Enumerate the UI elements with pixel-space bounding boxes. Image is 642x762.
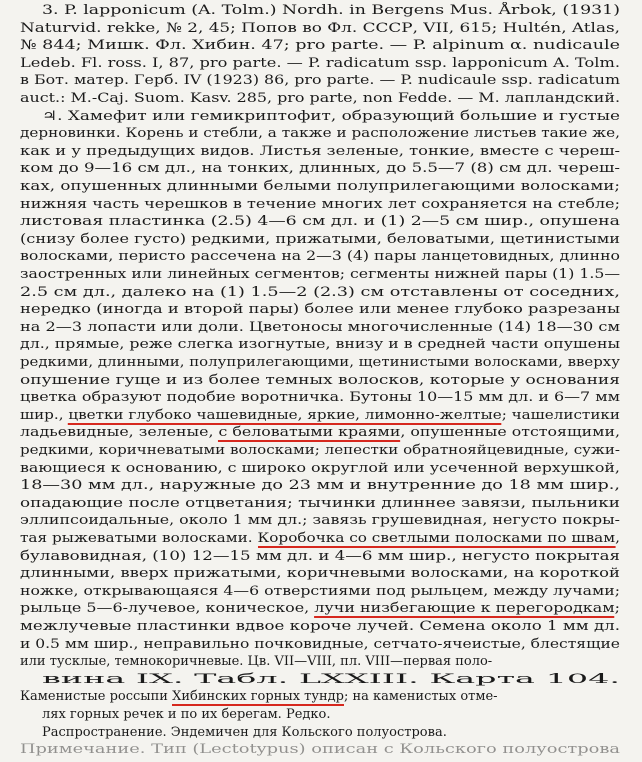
line-content: [20, 442, 620, 460]
text-segment: ,: [615, 531, 620, 546]
text-segment: , опушенные отстоящими,: [400, 425, 621, 441]
line-content: [20, 160, 620, 178]
text-segment: заостренных или линейных сегментов; сегменты нижней пары (1) 1.5—: [20, 267, 621, 282]
text-segment: дерновинки. Корень и стебли, а также и расположение листьев такие же,: [20, 126, 620, 142]
line-content: [20, 565, 620, 583]
highlighted-phrase: Коробочка со светлыми полосками по швам: [257, 531, 616, 546]
text-segment: или тусклые, темнокоричневые. Цв. VII—VIII, пл. VIII—первая поло-: [20, 654, 493, 670]
line-content: [20, 372, 620, 390]
text-segment: вающиеся к основанию, с широко округлой или усеченной верхушкой,: [20, 460, 620, 476]
line-content: [20, 55, 620, 73]
text-segment: в Бот. матер. Герб. IV (1923) 86, pro parte. — P. nudicaule ssp. radicatum: [20, 73, 621, 89]
line-content: [20, 495, 620, 513]
line-content: [42, 706, 330, 724]
text-segment: на 2—3 лопасти или доли. Цветоносы многочисленные (14) 18—30 см: [20, 319, 620, 335]
text-segment: № 844; Мишк. Фл. Хибин. 47; pro parte. — P. alpinum α. nudicaule: [20, 38, 621, 54]
text-segment: ; на каменистых отме-: [344, 689, 498, 705]
line-content: [20, 600, 620, 618]
text-segment: тая рыжеватыми волосками.: [20, 531, 258, 546]
line-content: [20, 319, 620, 337]
text-segment: ; чашелистики: [501, 407, 620, 423]
text-segment: шир.,: [20, 407, 69, 423]
text-segment: (снизу более густо) редкими, прижатыми, беловатыми, щетинистыми: [20, 231, 621, 247]
text-segment: auct.: M.-Caj. Suom. Kasv. 285, pro parte, non Fedde. — М. лапландский.: [20, 91, 621, 106]
line-content: [20, 583, 620, 601]
text-segment: дл., прямые, реже слегка изогнутые, внизу и в средней части опушены: [20, 337, 621, 353]
text-segment: опушение гуще и из более темных волосков, которые у основания: [20, 372, 620, 388]
text-segment: рыльце 5—6-лучевое, коническое,: [20, 601, 315, 617]
line-content: [20, 354, 620, 372]
line-content: [20, 512, 620, 530]
text-segment: ♃. Хамефит или гемикриптофит, образующий большие и густые: [42, 108, 621, 124]
line-content: [20, 653, 492, 671]
line-content: [20, 213, 620, 231]
line-content: [42, 2, 620, 20]
line-content: [20, 424, 620, 442]
text-segment: эллипсоидальные, около 1 мм дл.; завязь грушевидная, негусто покры-: [20, 513, 621, 529]
line-content: [20, 741, 620, 759]
line-content: [20, 530, 620, 548]
line-content: [20, 618, 620, 636]
line-content: [20, 90, 620, 108]
line-content: [20, 72, 620, 90]
text-segment: ком до 9—16 см дл., на тонких, длинных, до 5.5—7 (8) см дл. череш-: [20, 161, 621, 177]
text-segment: цветка образуют подобие воротничка. Бутоны 10—15 мм дл. и 6—7 мм: [20, 390, 620, 406]
highlighted-phrase: лучи низбегающие к перегородкам: [314, 601, 615, 617]
text-segment: 18—30 мм дл., наружные до 23 мм и внутренние до 18 мм шир.,: [20, 478, 621, 494]
text-segment: ножке, открывающаяся 4—6 отверстиями под рыльцем, между лучами;: [20, 583, 620, 599]
text-segment: лях горных речек и по их берегам. Редко.: [42, 707, 331, 722]
highlighted-phrase: цветки глубоко чашевидные, яркие, лимонно-желтые: [68, 407, 502, 423]
line-content: [20, 477, 620, 495]
line-content: [42, 108, 620, 126]
line-content: [20, 336, 620, 354]
text-segment: нередко (иногда и второй пары) более или менее глубоко разрезаны: [20, 302, 621, 318]
line-content: [20, 231, 620, 249]
text-segment: Naturvid. rekke, № 2, 45; Попов во Фл. СССР, VII, 615; Hultén, Atlas,: [20, 20, 621, 36]
line-content: [42, 724, 447, 742]
text-segment: Примечание. Тип (Lectotypus) описан с Кольского полуострова: [20, 742, 621, 758]
text-segment: и 0.5 мм шир., неправильно почковидные, сетчато-ячеистые, блестящие: [20, 636, 620, 652]
text-segment: ладьевидные, зеленые,: [20, 425, 219, 441]
line-content: [20, 688, 498, 706]
line-content: [20, 125, 620, 143]
text-segment: 2.5 см дл., далеко на (1) 1.5—2 (2.3) см отставлены от соседних,: [20, 284, 621, 300]
text-segment: длинными, вверх прижатыми, коричневыми волосками, на короткой: [20, 566, 620, 582]
line-content: [20, 20, 620, 38]
line-content: [42, 671, 620, 689]
line-content: [20, 178, 620, 196]
line-content: [20, 548, 620, 566]
text-segment: редкими, длинными, полуприлегающими, щетинистыми волосками, вверху: [20, 355, 621, 370]
line-content: [20, 248, 620, 266]
text-segment: межлучевые пластинки вдвое короче лучей. Семена около 1 мм дл.: [20, 619, 621, 634]
line-content: [20, 266, 620, 284]
text-segment: булавовидная, (10) 12—15 мм дл. и 4—6 мм шир., негусто покрытая: [20, 548, 621, 564]
line-content: [20, 389, 620, 407]
line-content: [20, 284, 620, 302]
text-segment: ;: [614, 601, 621, 617]
text-segment: вина IX. Табл. LXXIII. Карта 104.: [42, 671, 620, 687]
text-segment: листовая пластинка (2.5) 4—6 см дл. и (1) 2—5 см шир., опушена: [20, 214, 620, 230]
text-segment: опадающие после отцветания; тычинки длиннее завязи, пыльники: [20, 495, 620, 511]
line-content: [20, 301, 620, 319]
text-segment: как и у предыдущих видов. Листья зеленые, тонкие, вместе с череш-: [20, 143, 620, 159]
text-segment: редкими, коричневатыми волосками; лепестки обратнояйцевидные, сужи-: [20, 443, 621, 458]
line-content: [20, 460, 620, 478]
highlighted-phrase: с беловатыми краями: [218, 425, 401, 441]
line-content: [20, 196, 620, 214]
text-segment: 3. P. lapponicum (A. Tolm.) Nordh. in Bergens Mus. Årbok, (1931): [42, 3, 620, 18]
text-segment: Ledeb. Fl. ross. I, 87, pro parte. — P. radicatum ssp. lapponicum A. Tolm.: [20, 55, 620, 71]
text-segment: Распространение. Эндемичен для Кольского полуострова.: [42, 724, 447, 740]
text-segment: волосками, перисто рассечена на 2—3 (4) пары ланцетовидных, длинно: [20, 249, 621, 265]
line-content: [20, 37, 620, 55]
line-content: [20, 143, 620, 161]
highlighted-phrase: Хибинских горных тундр: [172, 689, 344, 705]
text-segment: Каменистые россыпи: [20, 689, 173, 705]
line-content: [20, 636, 620, 654]
text-segment: нижняя часть черешков в течение многих лет сохраняется на стебле;: [20, 196, 620, 212]
text-segment: ках, опушенных длинными белыми полуприлегающими волосками;: [20, 179, 621, 194]
line-content: [20, 407, 620, 425]
